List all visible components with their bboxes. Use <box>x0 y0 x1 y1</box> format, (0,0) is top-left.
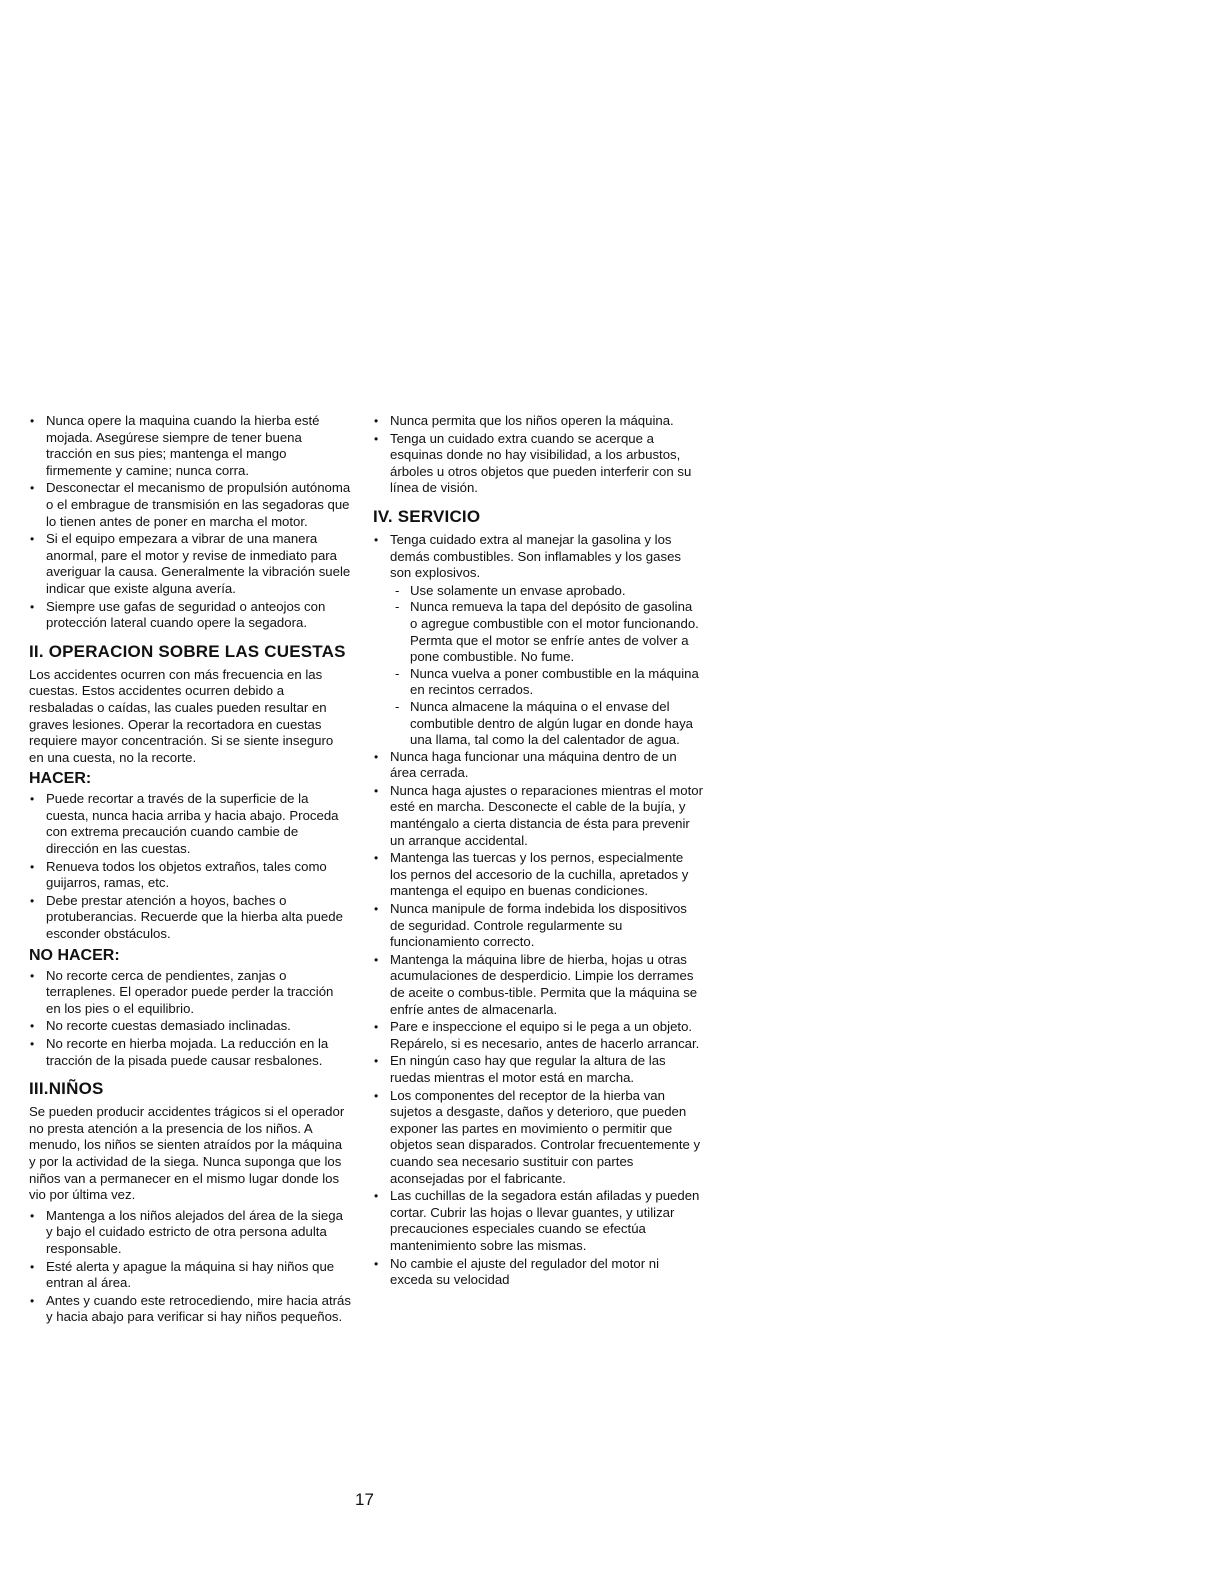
sub-list-item: - Use solamente un envase aprobado. <box>373 583 703 600</box>
list-item: • Mantenga las tuercas y los pernos, especialmente los pernos del accesorio de la cuchilla, apretados y mantenga el equipo en buenas condiciones. <box>373 850 703 900</box>
sub-list-item: - Nunca vuelva a poner combustible en la máquina en recintos cerrados. <box>373 666 703 699</box>
list-item: • Las cuchillas de la segadora están afiladas y pueden cortar. Cubrir las hojas o llevar guantes, y utilizar precauciones especiales cuando se efectúa mantenimiento sobre las mismas. <box>373 1188 703 1254</box>
subheading-no-hacer: NO HACER: <box>29 946 120 964</box>
list-item: • Tenga un cuidado extra cuando se acerque a esquinas donde no hay visibilidad, a los arbustos, árboles u otros objetos que pueden interferir con su línea de visión. <box>373 431 703 497</box>
list-item: • No cambie el ajuste del regulador del motor ni exceda su velocidad <box>373 1256 703 1289</box>
list-item: • Nunca opere la maquina cuando la hierba esté mojada. Asegúrese siempre de tener buena tracción en sus pies; mantenga el mango firmemente y camine; nunca corra. <box>29 413 351 479</box>
list-item: • Tenga cuidado extra al manejar la gasolina y los demás combustibles. Son inflamables y los gases son explosivos. <box>373 532 703 582</box>
list-item: • Si el equipo empezara a vibrar de una manera anormal, pare el motor y revise de inmediato para averiguar la causa. Generalmente la vibración suele indicar que existe alguna avería. <box>29 531 351 597</box>
list-item: • Debe prestar atención a hoyos, baches o protuberancias. Recuerde que la hierba alta puede esconder obstáculos. <box>29 893 351 943</box>
section-heading-servicio: IV. SERVICIO <box>373 506 481 526</box>
list-item: • Los componentes del receptor de la hierba van sujetos a desgaste, daños y deterioro, que pueden exponer las partes en movimiento o permitir que objetos sean disparados. Controlar frecuentemente y cuando sea necesario sustituir con partes aconsejadas por el fabricante. <box>373 1088 703 1188</box>
list-item: • Nunca haga ajustes o reparaciones mientras el motor esté en marcha. Desconecte el cable de la bujía, y manténgalo a cierta distancia de ésta para prevenir un arranque accidental. <box>373 783 703 849</box>
list-item: • Mantenga a los niños alejados del área de la siega y bajo el cuidado estricto de otra persona adulta responsable. <box>29 1208 351 1258</box>
list-item: • Antes y cuando este retrocediendo, mire hacia atrás y hacia abajo para verificar si hay niños pequeños. <box>29 1293 351 1326</box>
sub-list-item: - Nunca remueva la tapa del depósito de gasolina o agregue combustible con el motor funcionando. Permta que el motor se enfríe antes de volver a pone combustible. No fume. <box>373 599 703 665</box>
list-item: • Mantenga la máquina libre de hierba, hojas u otras acumulaciones de desperdicio. Limpie los derrames de aceite o combus-tible. Permita que la máquina se enfríe antes de almacenarla. <box>373 952 703 1018</box>
section-heading-ninos: III.NIÑOS <box>29 1079 104 1099</box>
list-item: • No recorte cuestas demasiado inclinadas. <box>29 1018 351 1035</box>
list-item: • Nunca permita que los niños operen la máquina. <box>373 413 703 430</box>
left-column <box>29 413 351 1327</box>
right-column <box>373 413 703 1290</box>
list-item: • Nunca haga funcionar una máquina dentro de un área cerrada. <box>373 749 703 782</box>
section-heading-cuestas: II. OPERACION SOBRE LAS CUESTAS <box>29 641 346 661</box>
list-item: • En ningún caso hay que regular la altura de las ruedas mientras el motor está en marcha. <box>373 1053 703 1086</box>
list-item: • Desconectar el mecanismo de propulsión autónoma o el embrague de transmisión en las segadoras que lo tienen antes de poner en marcha el motor. <box>29 480 351 530</box>
list-item: • Nunca manipule de forma indebida los dispositivos de seguridad. Controle regularmente su funcionamiento correcto. <box>373 901 703 951</box>
list-item: • No recorte en hierba mojada. La reducción en la tracción de la pisada puede causar resbalones. <box>29 1036 351 1069</box>
paragraph: Los accidentes ocurren con más frecuencia en las cuestas. Estos accidentes ocurren debido a resbaladas o caídas, las cuales pueden resultar en graves lesiones. Operar la recortadora en cuestas requiere mayor concentración. Si se siente inseguro en una cuesta, no la recorte. <box>29 666 334 765</box>
list-item: • Siempre use gafas de seguridad o anteojos con protección lateral cuando opere la segadora. <box>29 599 351 632</box>
paragraph: Se pueden producir accidentes trágicos si el operador no presta atención a la presencia de los niños. A menudo, los niños se sienten atraídos por la máquina y por la actividad de la siega. Nunca suponga que los niños van a permanecer en el mismo lugar donde los vio por última vez. <box>29 1104 345 1203</box>
sub-list-item: - Nunca almacene la máquina o el envase del combutible dentro de algún lugar en donde haya una llama, tal como la del calentador de agua. <box>373 699 703 749</box>
subheading-hacer: HACER: <box>29 770 92 788</box>
list-item: • Pare e inspeccione el equipo si le pega a un objeto. Repárelo, si es necesario, antes de hacerlo arrancar. <box>373 1019 703 1052</box>
list-item: • Renueva todos los objetos extraños, tales como guijarros, ramas, etc. <box>29 859 351 892</box>
list-item: • No recorte cerca de pendientes, zanjas o terraplenes. El operador puede perder la tracción en los pies o el equilibrio. <box>29 968 351 1018</box>
list-item: • Esté alerta y apague la máquina si hay niños que entran al área. <box>29 1259 351 1292</box>
page-number: 17 <box>355 1490 374 1509</box>
list-item: • Puede recortar a través de la superficie de la cuesta, nunca hacia arriba y hacia abajo. Proceda con extrema precaución cuando cambie de dirección en las cuestas. <box>29 791 351 857</box>
